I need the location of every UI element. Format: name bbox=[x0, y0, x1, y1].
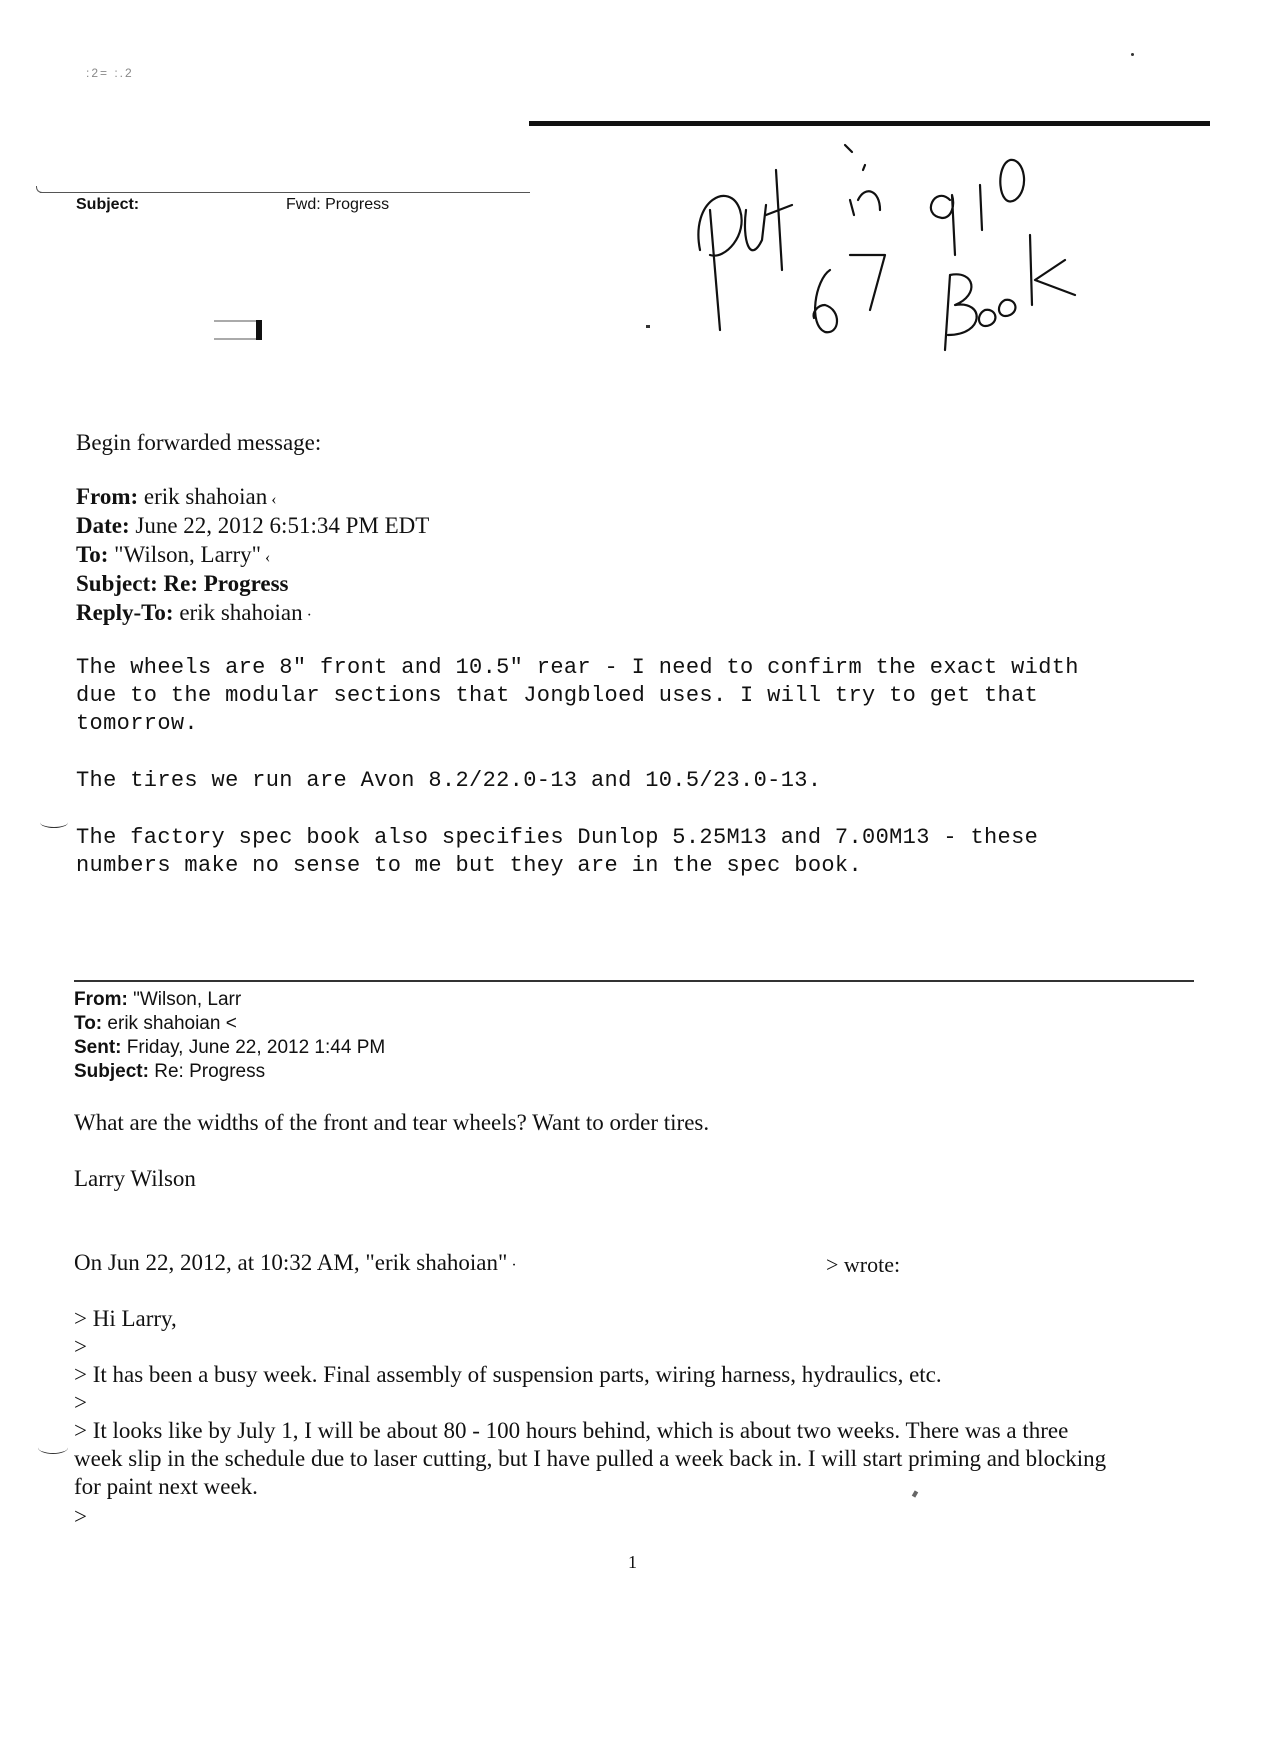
subject-rule bbox=[40, 192, 530, 193]
forward-date-label: Date: bbox=[76, 513, 130, 538]
prev-signature: Larry Wilson bbox=[74, 1166, 196, 1191]
body-para1-line1: The wheels are 8" front and 10.5" rear - I need to confirm the exact width bbox=[76, 655, 1079, 680]
forward-intro: Begin forwarded message: bbox=[76, 430, 322, 455]
bracket-mark-edge bbox=[256, 320, 262, 340]
scan-speck bbox=[1131, 53, 1134, 56]
quote-line-4: > bbox=[74, 1390, 87, 1415]
quote-line-3: > It has been a busy week. Final assembly of suspension parts, wiring harness, hydraulics, etc. bbox=[74, 1362, 942, 1387]
body-para1-line2: due to the modular sections that Jongbloed uses. I will try to get that bbox=[76, 683, 1039, 708]
bracket-mark bbox=[214, 320, 262, 340]
quoted-on-line bbox=[74, 1250, 517, 1276]
quote-line-5: > It looks like by July 1, I will be about 80 - 100 hours behind, which is about two weeks. There was a three bbox=[74, 1418, 1069, 1443]
forward-to-value: "Wilson, Larry" bbox=[114, 542, 262, 567]
subject-value: Fwd: Progress bbox=[286, 196, 390, 213]
prev-to-value: erik shahoian < bbox=[107, 1013, 237, 1034]
quoted-on-text: On Jun 22, 2012, at 10:32 AM, "erik shahoian" bbox=[74, 1250, 508, 1275]
forward-date-value: June 22, 2012 6:51:34 PM EDT bbox=[135, 513, 430, 538]
forward-to-line bbox=[76, 542, 270, 568]
redaction-caret-2: ‹ bbox=[261, 549, 271, 566]
forward-from-line bbox=[76, 484, 277, 510]
prev-to-label: To: bbox=[74, 1013, 103, 1034]
forward-replyto-line bbox=[76, 600, 312, 626]
margin-mark-2 bbox=[38, 1441, 68, 1454]
scan-speck-3 bbox=[912, 1490, 918, 1497]
forward-from-label: From: bbox=[76, 484, 139, 509]
forward-subject-line bbox=[76, 571, 289, 597]
forward-replyto-value: erik shahoian bbox=[179, 600, 303, 625]
margin-mark-1 bbox=[40, 817, 68, 828]
scan-smudge-text: :2= :.2 bbox=[86, 66, 134, 80]
body-para2: The tires we run are Avon 8.2/22.0-13 and 10.5/23.0-13. bbox=[76, 768, 822, 793]
prev-from-label: From: bbox=[74, 989, 128, 1010]
prev-sent-value: Friday, June 22, 2012 1:44 PM bbox=[126, 1037, 386, 1058]
quote-line-1: > Hi Larry, bbox=[74, 1306, 177, 1331]
quote-line-2: > bbox=[74, 1334, 87, 1359]
subject-label: Subject: bbox=[76, 196, 140, 213]
rule-hook bbox=[36, 186, 45, 193]
prev-subject-line bbox=[74, 1060, 265, 1084]
prev-question: What are the widths of the front and tear wheels? Want to order tires. bbox=[74, 1110, 710, 1135]
quote-line-6: week slip in the schedule due to laser cutting, but I have pulled a week back in. I will start priming and blocking bbox=[74, 1446, 1107, 1471]
forward-subject-value: Re: Progress bbox=[163, 571, 289, 596]
body-para3-line1: The factory spec book also specifies Dunlop 5.25M13 and 7.00M13 - these bbox=[76, 825, 1039, 850]
forward-subject-label: Subject: bbox=[76, 571, 158, 596]
redaction-caret: ‹ bbox=[267, 491, 277, 508]
prev-from-value: "Wilson, Larr bbox=[133, 989, 242, 1010]
prev-subject-value: Re: Progress bbox=[154, 1061, 266, 1082]
scan-speck-2 bbox=[646, 325, 650, 328]
forward-to-label: To: bbox=[76, 542, 109, 567]
prev-subject-label: Subject: bbox=[74, 1061, 149, 1082]
top-heavy-rule bbox=[529, 121, 1210, 126]
quoted-wrote: > wrote: bbox=[826, 1252, 901, 1277]
quote-line-8: > bbox=[74, 1504, 87, 1529]
redaction-dot-2: · bbox=[507, 1257, 517, 1274]
redaction-dot: · bbox=[302, 607, 312, 624]
handwritten-annotation bbox=[680, 140, 1100, 370]
prev-sent-line bbox=[74, 1036, 385, 1060]
prev-to-line bbox=[74, 1012, 237, 1036]
quote-line-7: for paint next week. bbox=[74, 1474, 258, 1499]
prev-from-line bbox=[74, 988, 241, 1012]
body-para3-line2: numbers make no sense to me but they are in the spec book. bbox=[76, 853, 863, 878]
separator-rule bbox=[74, 980, 1194, 982]
forward-from-value: erik shahoian bbox=[143, 484, 268, 509]
forward-date-line bbox=[76, 513, 429, 539]
page-number: 1 bbox=[628, 1552, 637, 1572]
prev-sent-label: Sent: bbox=[74, 1037, 122, 1058]
forward-replyto-label: Reply-To: bbox=[76, 600, 174, 625]
body-para1-line3: tomorrow. bbox=[76, 711, 198, 736]
